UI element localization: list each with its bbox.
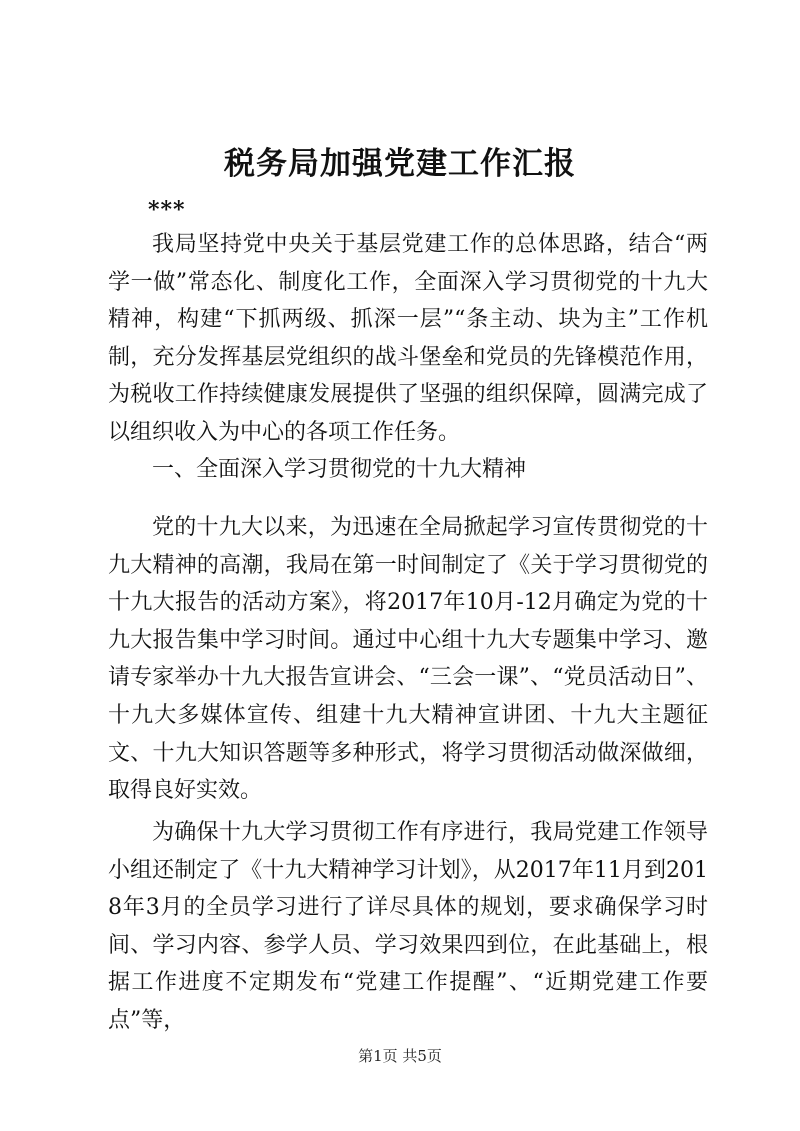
document-title: 税务局加强党建工作汇报	[224, 146, 576, 182]
paragraph-intro: 我局坚持党中央关于基层党建工作的总体思路，结合“两学一做”常态化、制度化工作，全面深入学习贯彻党的十九大精神，构建“下抓两级、抓深一层”“条主动、块为主”工作机制，充分发挥基层党组织的战斗堡垒和党员的先锋模范作用，为税收工作持续健康发展提供了坚强的组织保障，圆满完成了以组织收入为中心的各项工作任务。	[108, 232, 708, 445]
paragraph-section-1-a: 党的十九大以来，为迅速在全局掀起学习宣传贯彻党的十九大精神的高潮，我局在第一时间制定了《关于学习贯彻党的十九大报告的活动方案》，将2017年10月-12月确定为党的十九大报告集中学习时间。通过中心组十九大专题集中学习、邀请专家举办十九大报告宣讲会、“三会一课”、“党员活动日”、十九大多媒体宣传、组建十九大精神宣讲团、十九大主题征文、十九大知识答题等多种形式，将学习贯彻活动做深做细，取得良好实效。	[108, 515, 708, 804]
document-author: ***	[148, 197, 186, 223]
page-footer: 第1页 共5页	[358, 1047, 442, 1065]
section-heading-1: 一、全面深入学习贯彻党的十九大精神	[152, 457, 527, 482]
paragraph-section-1-b: 为确保十九大学习贯彻工作有序进行，我局党建工作领导小组还制定了《十九大精神学习计划》，从2017年11月到2018年3月的全员学习进行了详尽具体的规划，要求确保学习时间、学习内容、参学人员、学习效果四到位，在此基础上，根据工作进度不定期发布“党建工作提醒”、“近期党建工作要点”等，	[108, 820, 708, 1033]
